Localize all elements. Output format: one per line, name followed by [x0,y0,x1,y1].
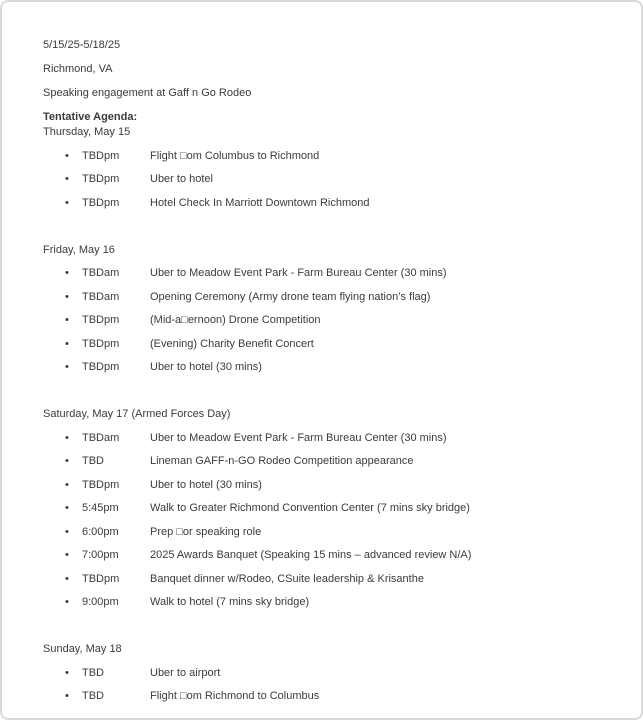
bullet-icon: • [65,149,69,162]
day-items [43,421,601,609]
itinerary-document [2,2,641,703]
location: Richmond, VA [43,63,113,75]
day-heading: Thursday, May 15 [43,126,131,138]
item-time: TBDam [82,290,120,303]
item-time: TBDam [82,431,120,444]
agenda-item [65,304,601,328]
day-heading: Sunday, May 18 [43,643,122,655]
agenda-item [65,280,601,304]
agenda-item [65,163,601,187]
day-heading: Saturday, May 17 (Armed Forces Day) [43,408,231,420]
item-description: Uber to Meadow Event Park - Farm Bureau Center (30 mins) [150,431,447,444]
item-description: 2025 Awards Banquet (Speaking 15 mins – advanced review N/A) [150,549,472,561]
item-description: Lineman GAFF-n-GO Rodeo Competition appearance [150,455,414,467]
agenda-item [65,421,601,445]
agenda-label: Tentative Agenda: [43,111,138,123]
date-range: 5/15/25-5/18/25 [43,39,121,51]
item-time: TBDpm [82,361,120,373]
bullet-icon: • [65,196,69,209]
item-time: TBDpm [82,173,120,185]
item-time: 6:00pm [82,525,119,538]
item-description: Hotel Check In Marriott Downtown Richmond [150,196,370,209]
bullet-icon: • [65,572,69,585]
bullet-icon: • [65,173,69,185]
item-description: Uber to hotel (30 mins) [150,478,262,491]
agenda-item [65,186,601,210]
bullet-icon: • [65,525,69,538]
intro-block [43,38,601,100]
item-description: Uber to hotel [150,173,213,185]
agenda-item [65,257,601,281]
item-time: TBDpm [82,196,120,209]
agenda-item [65,351,601,375]
agenda-item [65,468,601,492]
bullet-icon: • [65,290,69,303]
bullet-icon: • [65,431,69,444]
item-time: TBDpm [82,149,120,162]
item-description: (Evening) Charity Benefit Concert [150,337,314,350]
item-description: (Mid-a□ernoon) Drone Competition [150,314,321,326]
agenda-item [65,656,601,680]
bullet-icon: • [65,267,69,279]
item-time: TBDpm [82,337,120,350]
item-time: 7:00pm [82,549,119,561]
agenda-item [65,680,601,704]
agenda-item [65,139,601,163]
item-description: Uber to Meadow Event Park - Farm Bureau Center (30 mins) [150,267,447,279]
item-description: Walk to hotel (7 mins sky bridge) [150,596,310,608]
agenda-item [65,586,601,610]
bullet-icon: • [65,596,69,608]
trip-purpose: Speaking engagement at Gaff n Go Rodeo [43,87,252,99]
item-description: Flight □om Richmond to Columbus [150,690,320,702]
item-description: Uber to hotel (30 mins) [150,361,262,373]
item-time: 5:45pm [82,502,119,514]
agenda-item [65,445,601,469]
item-time: TBD [82,690,104,702]
item-description: Uber to airport [150,666,221,679]
item-description: Walk to Greater Richmond Convention Center (7 mins sky bridge) [150,502,470,514]
bullet-icon: • [65,666,69,679]
day-items [43,257,601,375]
day-section [43,125,601,210]
agenda-item [65,327,601,351]
bullet-icon: • [65,549,69,561]
agenda-item [65,492,601,516]
bullet-icon: • [65,455,69,467]
day-section [43,407,601,609]
item-time: TBDpm [82,314,120,326]
agenda-item [65,539,601,563]
bullet-icon: • [65,314,69,326]
item-description: Opening Ceremony (Army drone team flying nation’s flag) [150,290,431,303]
item-description: Banquet dinner w/Rodeo, CSuite leadership & Krisanthe [150,572,424,585]
day-section [43,243,601,375]
agenda-days [43,125,601,703]
item-time: 9:00pm [82,596,119,608]
bullet-icon: • [65,478,69,491]
bullet-icon: • [65,337,69,350]
item-time: TBD [82,455,104,467]
bullet-icon: • [65,502,69,514]
bullet-icon: • [65,690,69,702]
day-items [43,656,601,703]
item-description: Prep □or speaking role [150,525,262,538]
item-time: TBDpm [82,572,120,585]
item-description: Flight □om Columbus to Richmond [150,149,320,162]
agenda-item [65,562,601,586]
agenda-item [65,515,601,539]
day-section [43,642,601,703]
day-heading: Friday, May 16 [43,243,115,256]
item-time: TBD [82,666,104,679]
item-time: TBDpm [82,478,120,491]
day-items [43,139,601,210]
bullet-icon: • [65,361,69,373]
item-time: TBDam [82,267,120,279]
